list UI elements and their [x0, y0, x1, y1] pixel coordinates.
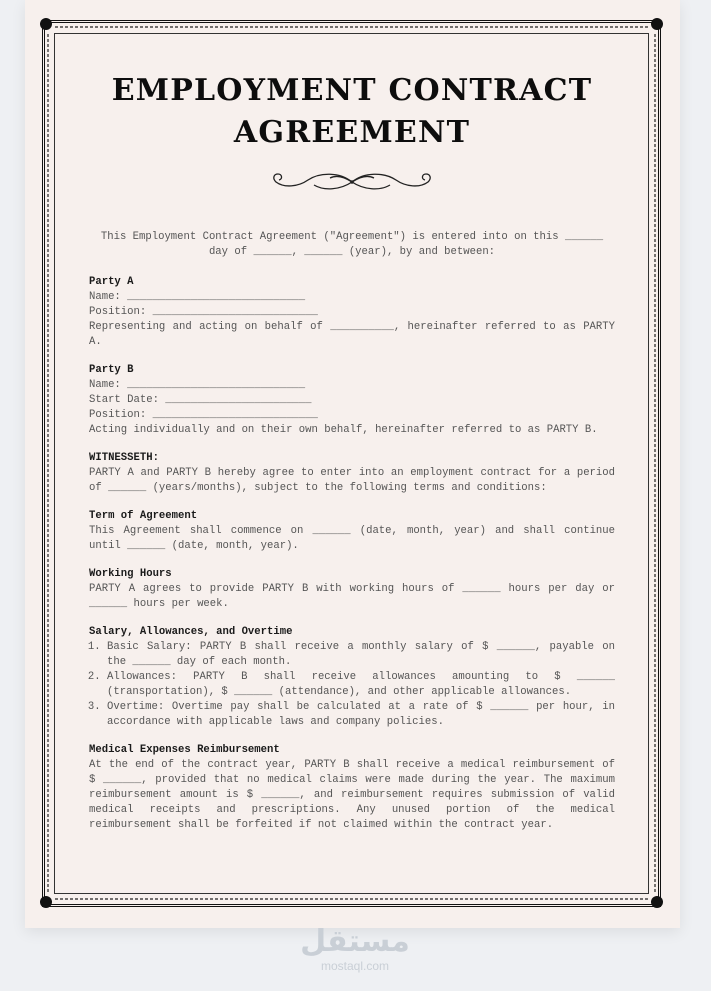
working-hours-text: PARTY A agrees to provide PARTY B with working hours of ______ hours per day or ______ hours per week.	[89, 583, 615, 610]
watermark-logo: مستقل	[300, 924, 410, 959]
party-b-section	[89, 363, 615, 438]
party-a-position-field: Position: __________________________	[89, 306, 318, 318]
intro-paragraph: This Employment Contract Agreement ("Agreement") is entered into on this ______ day of ______, ______ (year), by and between:	[100, 231, 604, 258]
witnesseth-text: PARTY A and PARTY B hereby agree to enter into an employment contract for a period of ______ (years/months), subject to the following terms and conditions:	[89, 467, 615, 494]
list-item: 1. Basic Salary: PARTY B shall receive a monthly salary of $ ______, payable on the ______ day of each month.	[107, 640, 615, 670]
medical-section	[89, 743, 615, 833]
document-title: EMPLOYMENT CONTRACT AGREEMENT	[111, 73, 593, 150]
party-b-position-field: Position: __________________________	[89, 409, 318, 421]
watermark	[300, 925, 410, 973]
party-b-text: Acting individually and on their own behalf, hereinafter referred to as PARTY B.	[89, 424, 598, 436]
document-content	[89, 70, 615, 833]
watermark-site: mostaql.com	[320, 959, 390, 973]
working-hours-section	[89, 567, 615, 612]
term-text: This Agreement shall commence on ______ (date, month, year) and shall continue until ______ (date, month, year).	[89, 525, 615, 552]
witnesseth-section	[89, 451, 615, 496]
witnesseth-heading: WITNESSETH:	[89, 452, 159, 464]
term-heading: Term of Agreement	[89, 510, 198, 522]
list-item: 2. Allowances: PARTY B shall receive allowances amounting to $ ______ (transportation), $ ______ (attendance), and other applicable allowances.	[107, 670, 615, 700]
working-hours-heading: Working Hours	[89, 568, 172, 580]
party-b-heading: Party B	[89, 364, 134, 376]
party-b-start-date-field: Start Date: _______________________	[89, 394, 312, 406]
list-item: 3. Overtime: Overtime pay shall be calculated at a rate of $ ______ per hour, in accordance with applicable laws and company policies.	[107, 700, 615, 730]
party-a-text: Representing and acting on behalf of __________, hereinafter referred to as PARTY A.	[89, 321, 615, 348]
party-a-section	[89, 275, 615, 350]
medical-text: At the end of the contract year, PARTY B shall receive a medical reimbursement of $ ______, provided that no medical claims were made during the year. The maximum reimbursement amount is $ ______, and reimbursement requires submission of valid medical receipts and prescriptions. Any unused portion of the medical reimbursement shall be forfeited if not claimed within the contract year.	[89, 759, 615, 831]
party-a-name-field: Name: ____________________________	[89, 291, 306, 303]
corner-ornament-top-right	[651, 18, 663, 30]
party-a-heading: Party A	[89, 276, 134, 288]
salary-section	[89, 625, 615, 730]
salary-list	[89, 640, 615, 730]
medical-heading: Medical Expenses Reimbursement	[89, 744, 280, 756]
corner-ornament-top-left	[40, 18, 52, 30]
party-b-name-field: Name: ____________________________	[89, 379, 306, 391]
term-section	[89, 509, 615, 554]
corner-ornament-bottom-left	[40, 896, 52, 908]
salary-heading: Salary, Allowances, and Overtime	[89, 626, 293, 638]
corner-ornament-bottom-right	[651, 896, 663, 908]
document-page	[25, 0, 680, 928]
flourish-divider	[270, 170, 434, 194]
